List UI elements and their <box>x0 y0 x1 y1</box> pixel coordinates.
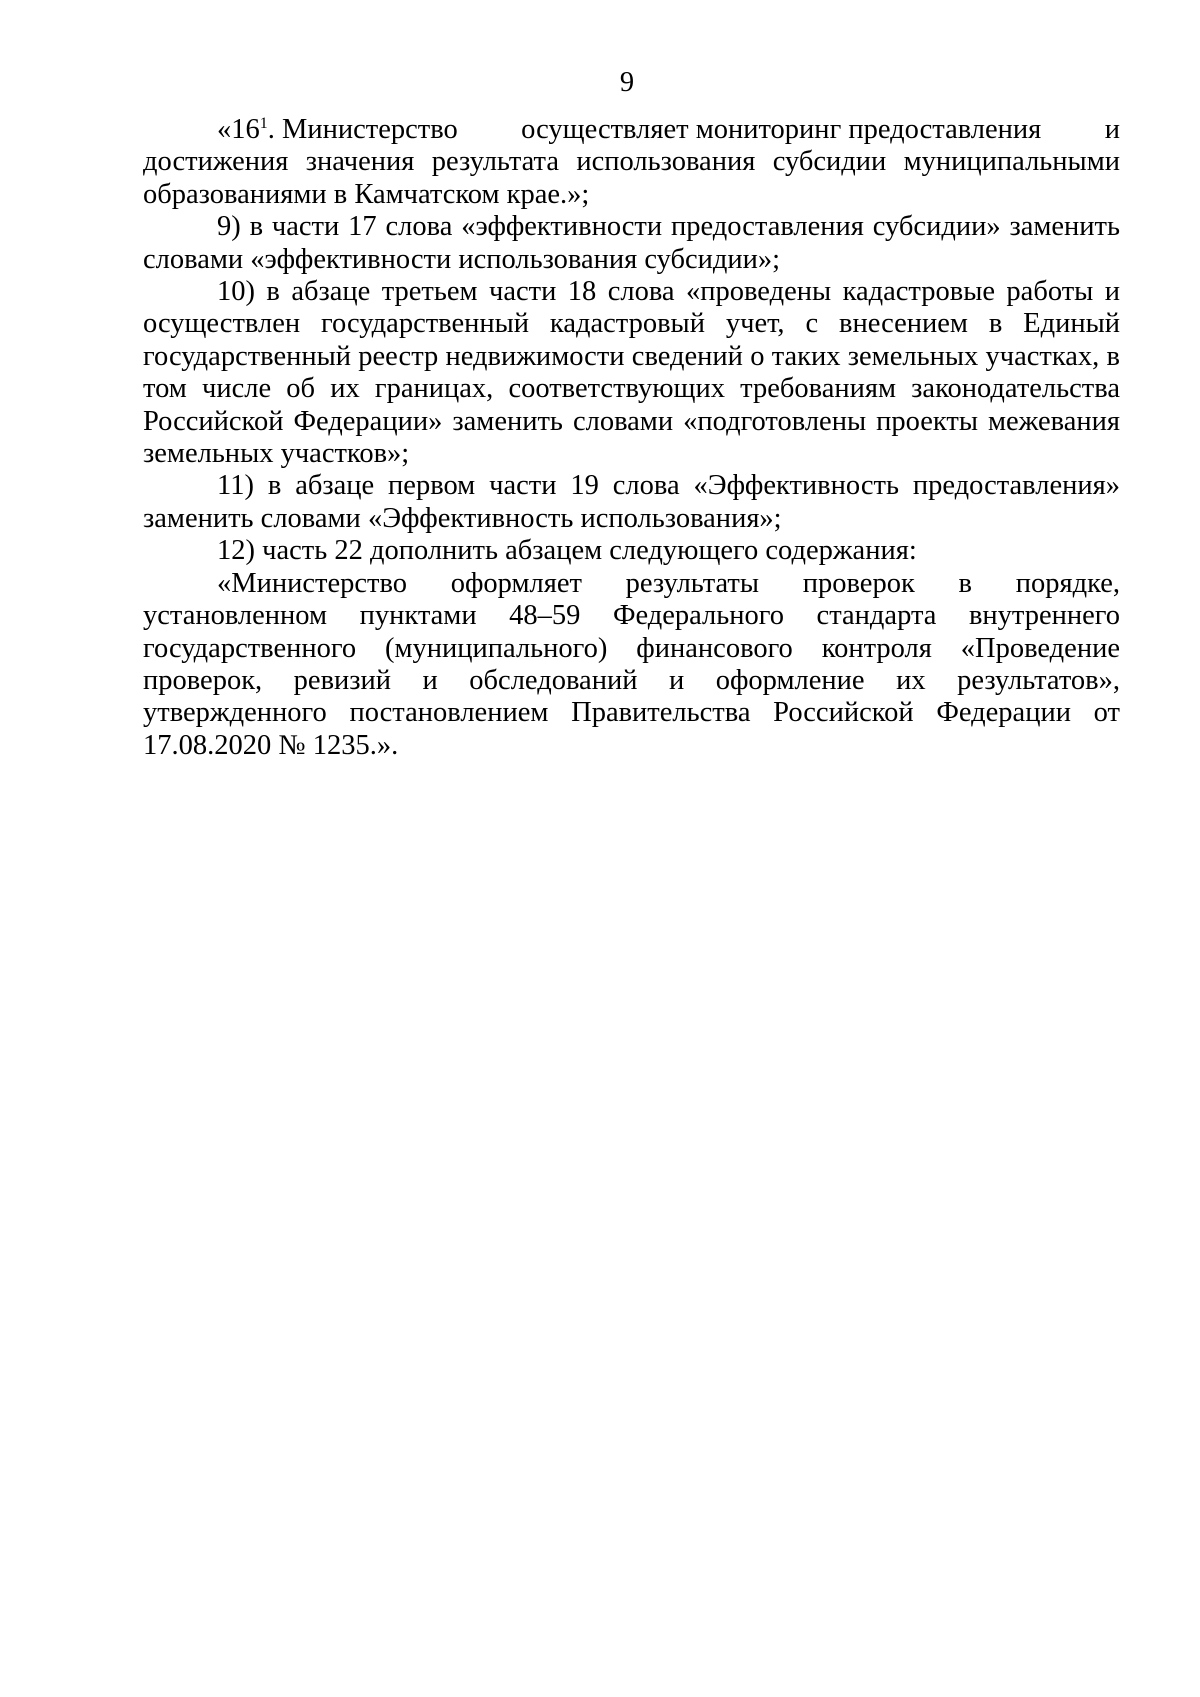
paragraph-16-1-first-line <box>143 114 1120 146</box>
paragraph-item-10: 10) в абзаце третьем части 18 слова «проведены кадастровые работы и осуществлен государственный кадастровый учет, с внесением в Единый государственный реестр недвижимости сведений о таких земельных участках, в том числе об их границах, соответствующих требованиям законодательства Российской Федерации» заменить словами «подготовлены проекты межевания земельных участков»; <box>143 276 1120 470</box>
document-body <box>143 114 1120 762</box>
page-number: 9 <box>619 67 635 98</box>
paragraph-16-1-lead: «$16^1$. Министерство <box>217 114 458 145</box>
paragraph-16-1 <box>143 114 1120 211</box>
paragraph-item-9: 9) в части 17 слова «эффективности предоставления субсидии» заменить словами «эффективности использования субсидии»; <box>143 211 1120 275</box>
paragraph-ministry-inspections: «Министерство оформляет результаты проверок в порядке, установленном пунктами 48–59 Федерального стандарта внутреннего государственного (муниципального) финансового контроля «Проведение проверок, ревизий и обследований и оформление их результатов», утвержденного постановлением Правительства Российской Федерации от 17.08.2020 № 1235.». <box>143 567 1120 761</box>
paragraph-16-1-rest: достижения значения результата использования субсидии муниципальными образованиями в Камчатском крае.»; <box>143 146 1120 210</box>
superscript-number: 1 <box>259 115 268 132</box>
paragraph-16-1-end: и <box>1104 114 1120 145</box>
paragraph-item-12: 12) часть 22 дополнить абзацем следующего содержания: <box>217 535 917 567</box>
paragraph-item-11: 11) в абзаце первом части 19 слова «Эффективность предоставления» заменить словами «Эффективность использования»; <box>143 470 1120 534</box>
paragraph-16-1-middle: осуществляет мониторинг предоставления <box>521 114 1042 145</box>
